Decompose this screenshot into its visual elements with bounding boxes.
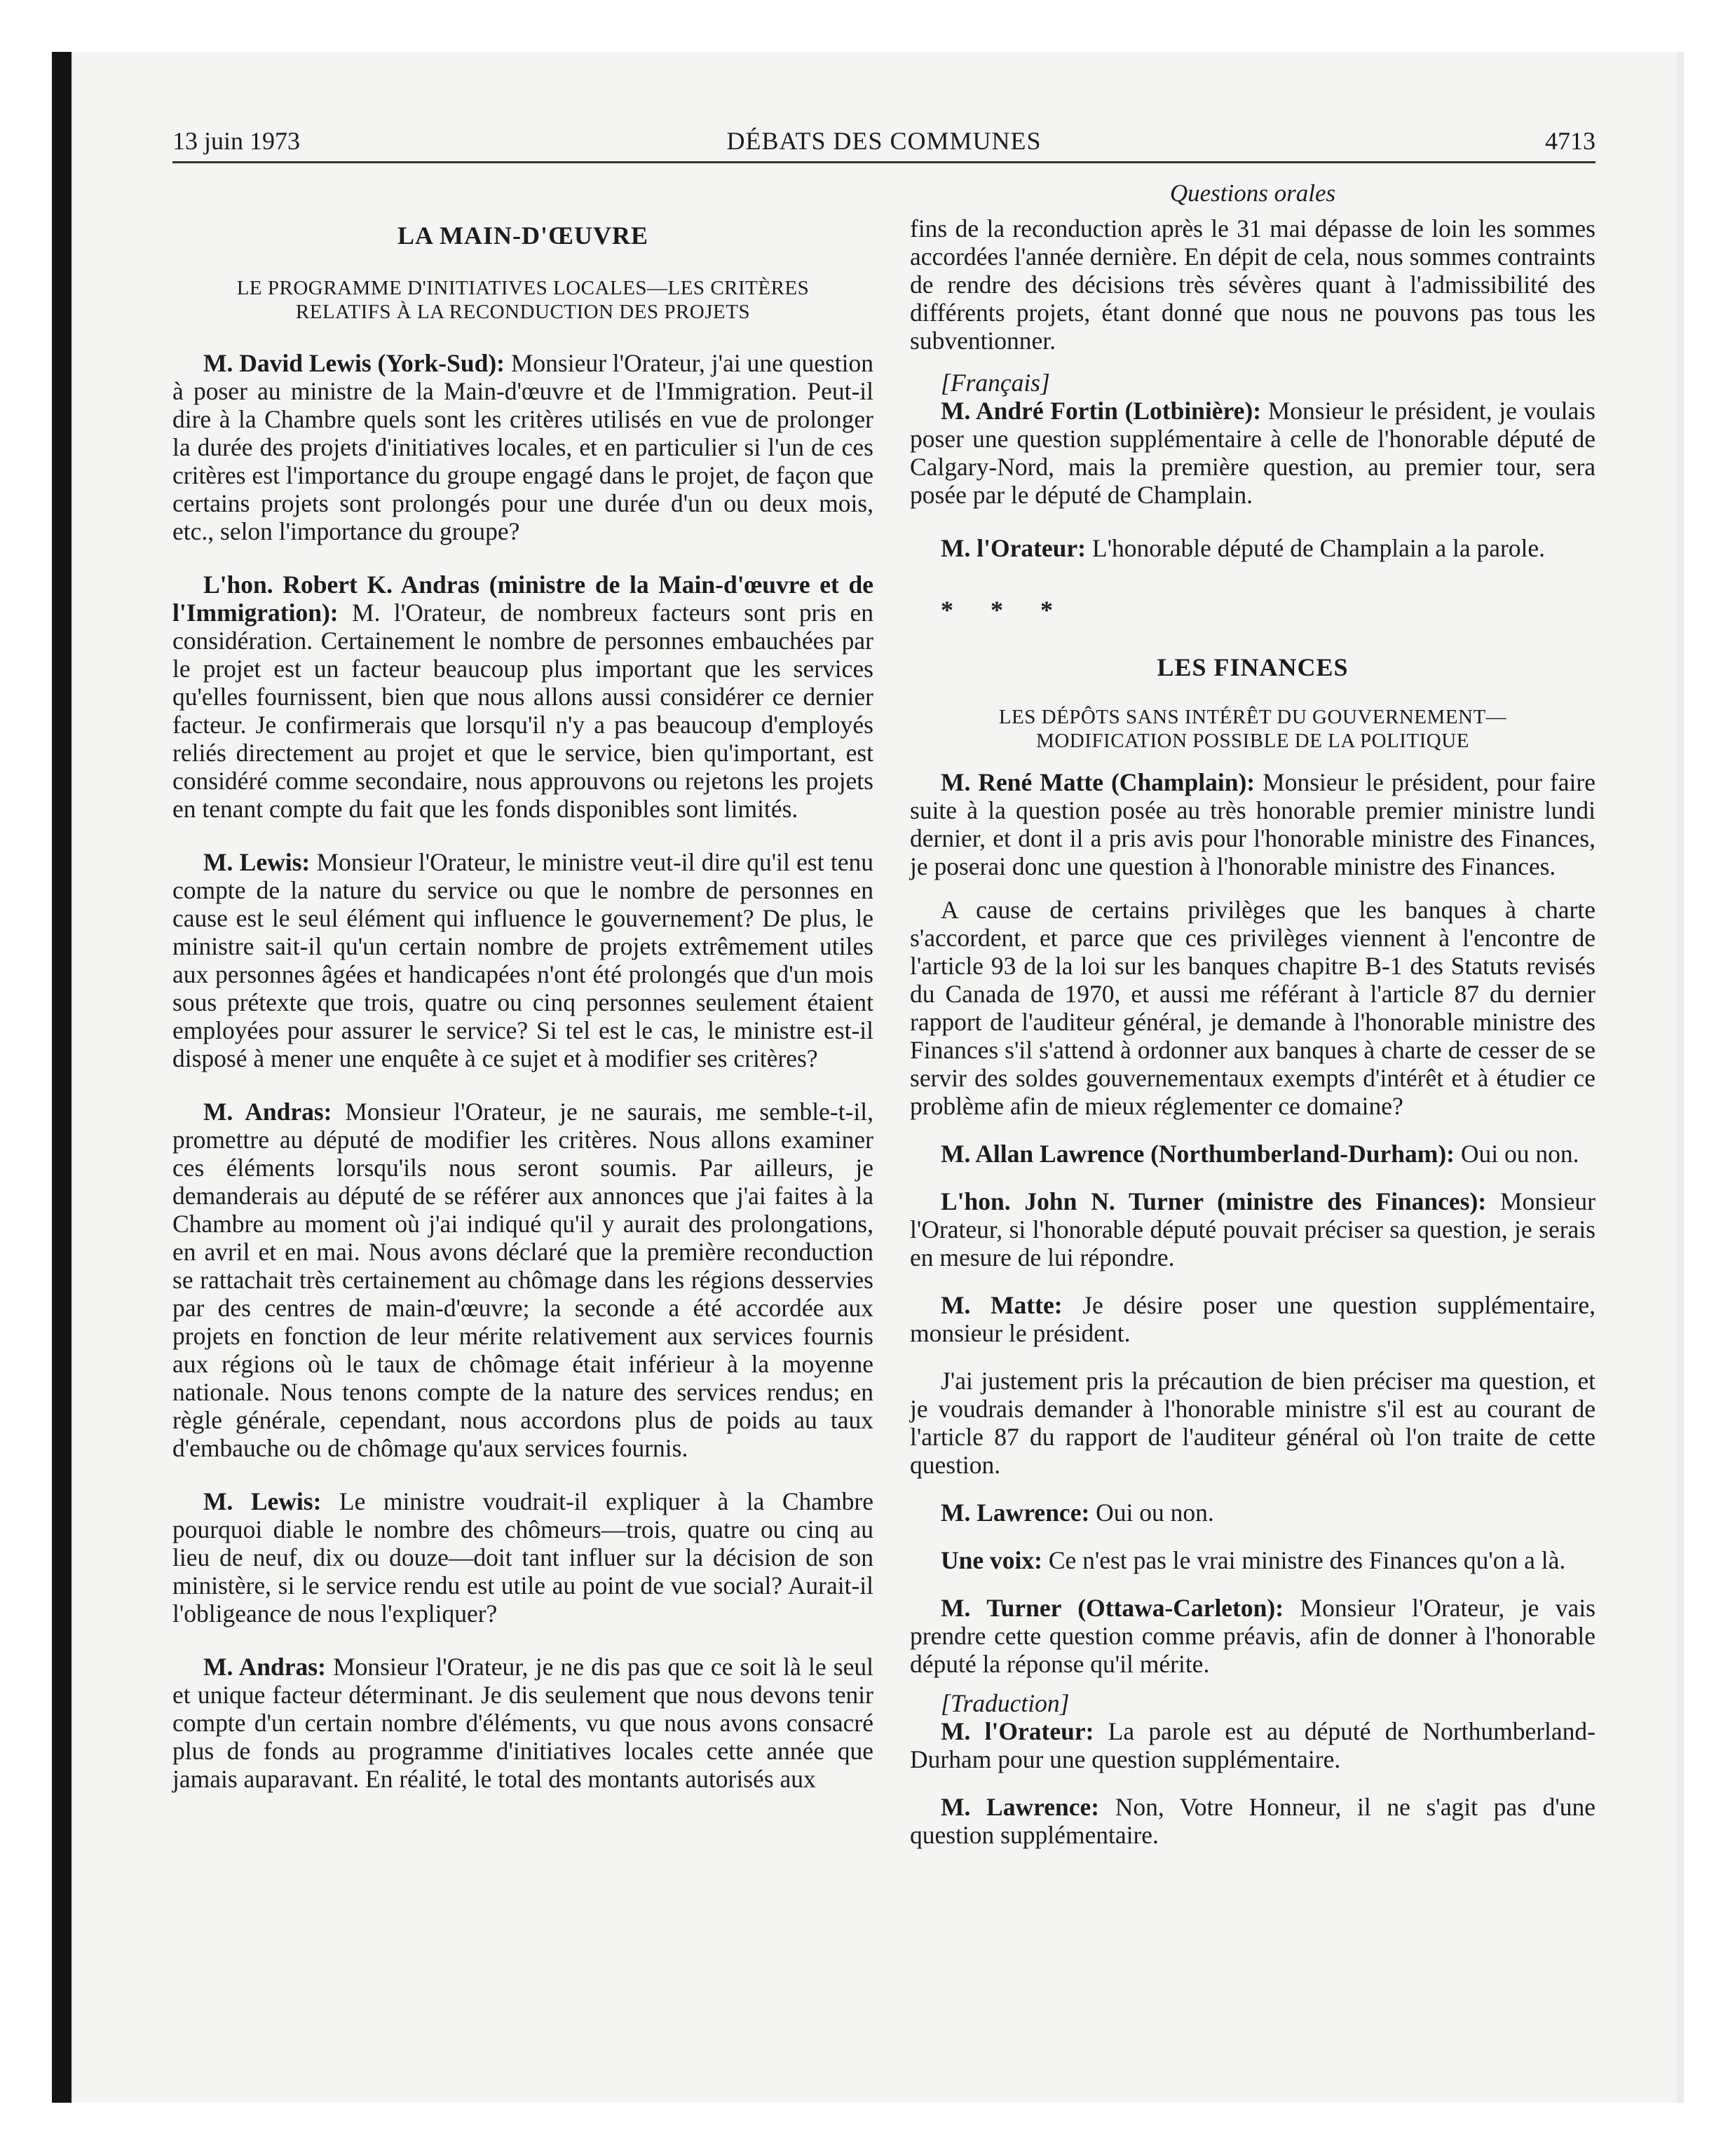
header-title: DÉBATS DES COMMUNES [726,127,1042,155]
speaker-name: M. Lawrence: [941,1793,1100,1821]
paragraph-text: Monsieur l'Orateur, je vais prendre cette question comme préavis, afin de donner à l'honorable député la réponse qu'il mérite. [910,1594,1595,1678]
paragraph-text: Je désire poser une question supplémentaire, monsieur le président. [910,1291,1595,1347]
paragraph-text: Monsieur l'Orateur, je ne saurais, me semble-t-il, promettre au député de modifier les critères. Nous allons examiner ces éléments lorsqu'ils nous seront soumis. Par ailleurs, je demanderais au député de se référer aux annonces que j'ai faites à la Chambre au moment où j'ai indiqué qu'il y aurait des prolongations, en avril et en mai. Nous avons déclaré que la première reconduction se rattachait très certainement au chômage dans les régions desservies par des centres de main-d'œuvre; la seconde a été accordée aux projets en fonction de leur mérite relativement aux services fournis aux régions où le taux de chômage était inférieur à la moyenne nationale. Nous tenons compte de la nature des services rendus; en règle générale, cependant, nous accordons plus de poids au taux d'embauche ou de chômage qu'aux services fournis. [172,1098,873,1462]
paragraph-text: Non, Votre Honneur, il ne s'agit pas d'une question supplémentaire. [910,1793,1595,1849]
speaker-name: M. Andras: [203,1653,326,1681]
paragraph [910,1793,1595,1849]
paragraph [172,571,873,823]
paragraph [910,1140,1595,1168]
paragraph [172,1487,873,1628]
paragraph [910,1546,1595,1574]
scan-edge-shadow [52,52,72,2103]
paragraph [910,534,1595,562]
paragraph-text: Monsieur l'Orateur, je ne dis pas que ce soit là le seul et unique facteur déterminant. Je dis seulement que nous devons tenir compte d'un certain nombre d'éléments, vu que nous avons consacré plus de fonds au programme d'initiatives locales cette année que jamais auparavant. En réalité, le total des montants autorisés aux [172,1653,873,1793]
subheading-line: RELATIFS À LA RECONDUCTION DES PROJETS [295,301,751,323]
paragraph-text: L'honorable député de Champlain a la parole. [1086,534,1546,562]
paragraph [172,1098,873,1462]
paragraph-text: Monsieur le président, pour faire suite à la question posée au très honorable premier ministre lundi dernier, et dont il a pris avis pour l'honorable ministre des Finances, je poserai donc une question à l'honorable ministre des Finances. [910,768,1595,880]
paragraph [172,848,873,1072]
subheading-line: LES DÉPÔTS SANS INTÉRÊT DU GOUVERNEMENT— [998,706,1507,728]
paragraph-text: M. l'Orateur, de nombreux facteurs sont pris en considération. Certainement le nombre de personnes embauchées par le projet est un facteur beaucoup plus important que les services qu'elles fournissent, bien que nous allons aussi considérer ce dernier facteur. Je confirmerais que lorsqu'il n'y a pas beaucoup d'employés reliés directement au projet et que le service, bien qu'important, est considéré comme secondaire, nous approuvons ou rejetons les projets en tenant compte du fait que les fonds disponibles sont limités. [172,599,873,823]
paragraph-text: Oui ou non. [1454,1140,1579,1168]
paragraph [910,397,1595,509]
language-marker: [Traduction] [941,1689,1070,1717]
speaker-name: M. André Fortin (Lotbinière): [941,397,1262,425]
paragraph [910,1291,1595,1347]
running-header [172,125,1595,163]
page-number: 4713 [1545,127,1595,155]
paragraph [910,1187,1595,1271]
paragraph-continuation: fins de la reconduction après le 31 mai dépasse de loin les sommes accordées l'année dernière. En dépit de cela, nous sommes contraints de rendre des décisions très sévères quant à l'admissibilité des différents projets, étant donné que nous ne pouvons pas tous les subventionner. [910,214,1595,355]
speaker-name: L'hon. Robert K. Andras (ministre de la Main-d'œuvre et de l'Immigration): [172,571,873,627]
paragraph [910,1594,1595,1678]
section-heading: LES FINANCES [1157,653,1349,681]
left-column [172,214,873,1793]
paragraph-text: Ce n'est pas le vrai ministre des Finances qu'on a là. [1042,1546,1566,1574]
speaker-name: M. l'Orateur: [941,1717,1094,1745]
speaker-name: M. Lewis: [203,1487,322,1515]
speaker-name: M. Allan Lawrence (Northumberland-Durham): [941,1140,1455,1168]
paragraph [172,1653,873,1793]
speaker-name: M. Lawrence: [941,1499,1090,1527]
paragraph-text: La parole est au député de Northumberland-Durham pour une question supplémentaire. [910,1717,1595,1773]
section-heading: LA MAIN-D'ŒUVRE [397,221,648,250]
speaker-name: M. Lewis: [203,848,311,876]
paragraph [910,1717,1595,1773]
paragraph [910,1499,1595,1527]
paragraph-text: Le ministre voudrait-il expliquer à la Chambre pourquoi diable le nombre des chômeurs—trois, quatre ou cinq au lieu de neuf, dix ou douze—doit tant influer sur la décision de son ministère, si le service rendu est utile au point de vue social? Aurait-il l'obligeance de nous l'expliquer? [172,1487,873,1628]
paragraph-text: Monsieur le président, je voulais poser une question supplémentaire à celle de l'honorable député de Calgary-Nord, mais la première question, au premier tour, sera posée par le député de Champlain. [910,397,1595,509]
paragraph: J'ai justement pris la précaution de bien préciser ma question, et je voudrais demander à l'honorable ministre s'il est au courant de l'article 87 du rapport de l'auditeur général où l'on traite de cette question. [910,1367,1595,1479]
subheading-line: MODIFICATION POSSIBLE DE LA POLITIQUE [1036,730,1469,752]
paragraph [910,768,1595,880]
language-marker: [Français] [941,369,1050,397]
section-separator: * * * [941,596,1068,624]
paragraph [172,349,873,545]
paragraph-text: Monsieur l'Orateur, le ministre veut-il dire qu'il est tenu compte de la nature du service ou que le nombre de personnes en cause est le seul élément qui influence le gouvernement? De plus, le ministre sait-il qu'un certain nombre de projets extrêmement utiles aux personnes âgées et handicapées n'ont été prolongés que d'un mois sous prétexte que trois, quatre ou cinq personnes seulement étaient employées pour assurer le service? Si tel est le cas, le ministre est-il disposé à mener une enquête à ce sujet et à modifier ses critères? [172,848,873,1072]
paragraph: A cause de certains privilèges que les banques à charte s'accordent, et parce que ces privilèges viennent à l'encontre de l'article 93 de la loi sur les banques chapitre B-1 des Statuts revisés du Canada de 1970, et aussi me référant à l'article 87 du dernier rapport de l'auditeur général, je demande à l'honorable ministre des Finances s'il s'attend à ordonner aux banques à charte de cesser de se servir des soldes gouvernementaux exempts d'intérêt et à étudier ce problème afin de mieux réglementer ce domaine? [910,896,1595,1120]
speaker-name: M. l'Orateur: [941,534,1087,562]
subheading-line: LE PROGRAMME D'INITIATIVES LOCALES—LES CRITÈRES [236,277,810,299]
speaker-name: M. Andras: [203,1098,332,1126]
speaker-name: M. Matte: [941,1291,1063,1319]
speaker-name: M. René Matte (Champlain): [941,768,1256,796]
speaker-name: M. David Lewis (York-Sud): [203,349,505,377]
speaker-name: Une voix: [941,1546,1042,1574]
paragraph-text: Monsieur l'Orateur, si l'honorable député pouvait préciser sa question, je serais en mesure de lui répondre. [910,1187,1595,1271]
header-date: 13 juin 1973 [172,127,301,155]
paragraph-text: Monsieur l'Orateur, j'ai une question à poser au ministre de la Main-d'œuvre et de l'Immigration. Peut-il dire à la Chambre quels sont les critères utilisés en vue de prolonger la durée des projets d'initiatives locales, et en particulier si l'un de ces critères est l'importance du groupe engagé dans le projet, de façon que certains projets sont prolongés pour une durée d'un ou deux mois, etc., selon l'importance du groupe? [172,349,873,545]
speaker-name: L'hon. John N. Turner (ministre des Finances): [941,1187,1487,1215]
speaker-name: M. Turner (Ottawa-Carleton): [941,1594,1284,1622]
paragraph-text: Oui ou non. [1089,1499,1214,1527]
right-column [910,214,1595,1849]
section-rubric: Questions orales [1169,179,1336,207]
